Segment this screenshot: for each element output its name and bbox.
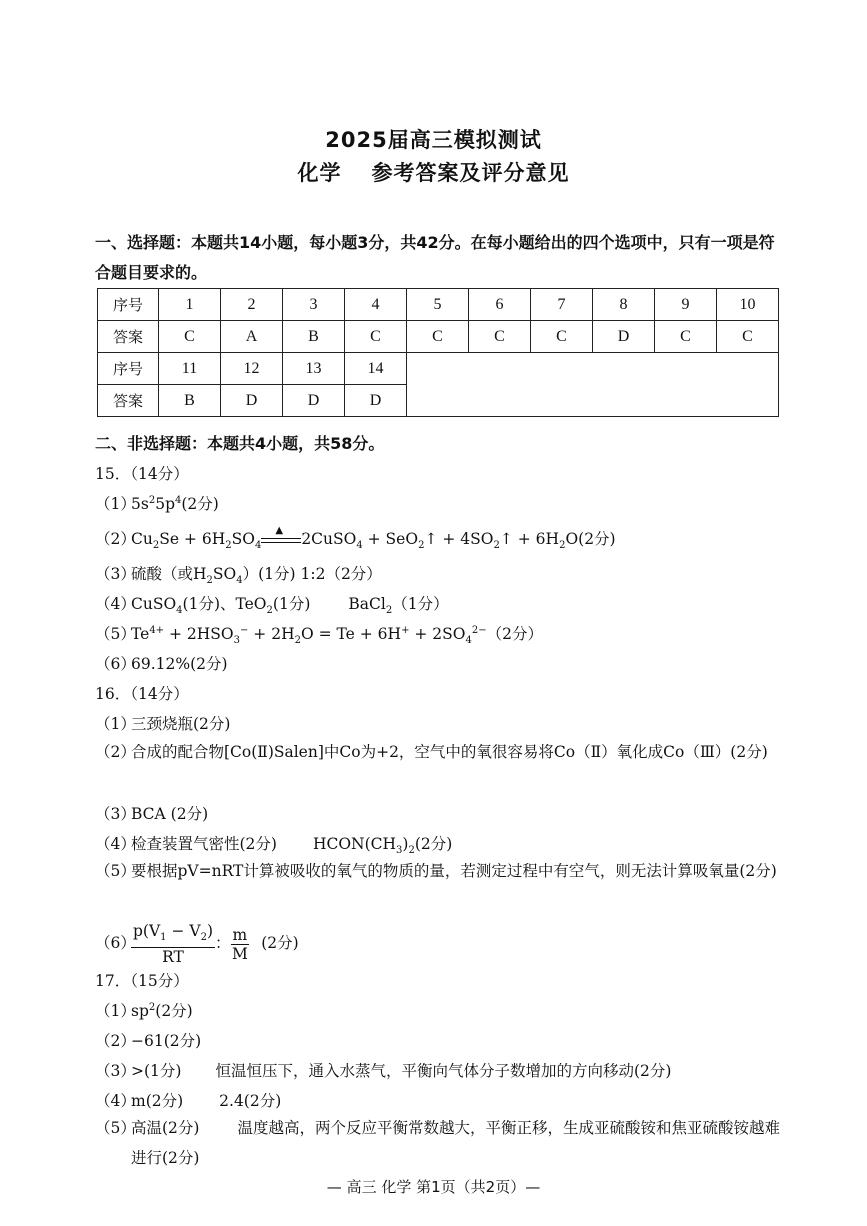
text-span: 5p [155,495,175,513]
text-span: SO [231,530,255,548]
subscript: 2 [152,540,160,552]
part-number: （3） [95,1062,136,1080]
table-cell: C [655,321,717,353]
text-span: 温度越高，两个反应平衡常数越大，平衡正移，生成亚硫酸铵和焦亚硫酸铵越难进行(2分) [131,1119,780,1167]
q16-part1 [95,712,230,734]
text-span: Se + 6H [159,530,226,548]
ratio-colon: ： [215,934,231,953]
superscript: 2− [471,624,487,636]
q17-part5 [95,1113,785,1173]
table-cell: C [531,321,593,353]
text-span: >(1分) [131,1062,182,1080]
text-span: 高温(2分) [131,1119,200,1137]
part-number: （4） [95,1092,136,1110]
text-span: 三颈烧瓶(2分) [131,715,231,733]
text-span: 硫酸（或H [131,565,207,583]
table-cell: A [221,321,283,353]
table-cell: B [283,321,345,353]
table-cell: 11 [159,353,221,385]
table-cell: 5 [407,289,469,321]
text-span: (1分)、TeO [182,595,267,613]
score-text: (1分) [272,595,311,613]
subscript: 4 [465,635,472,647]
part-number: （5） [95,1119,136,1137]
part-number: （2） [95,743,136,761]
text-span: sp [131,1002,149,1020]
text-span: BaCl [348,595,386,613]
table-header-cell: 序号 [98,353,159,385]
subscript: 4 [176,605,183,617]
q17-part4 [95,1089,281,1111]
part-number: （2） [95,530,136,548]
table-cell: 8 [593,289,655,321]
section2-heading: 二、非选择题：本题共4小题，共58分。 [95,434,385,453]
text-span: + 2H [248,625,295,643]
q16-part4 [95,832,452,856]
text-span: + 2HSO [164,625,234,643]
subscript: 4 [236,575,243,587]
part-number: （1） [95,495,136,513]
part-number: （1） [95,1002,136,1020]
text-span: SO [212,565,237,583]
table-cell: D [345,385,407,417]
q17-part3 [95,1059,671,1081]
denominator: RT [162,948,184,967]
superscript: 4 [175,494,182,506]
superscript: 4+ [149,624,165,636]
subscript: 2 [418,540,425,552]
superscript: + [401,624,410,636]
score-text: ）(1分) 1:2（2分） [242,565,382,583]
q15-part3 [95,562,382,586]
subject-label: 化学 [297,161,342,185]
subscript: 2 [266,605,273,617]
q17-part1 [95,999,193,1021]
text-span: HCON(CH [312,835,397,853]
table-cell: C [469,321,531,353]
superscript: − [239,624,249,636]
text-span: 2CuSO [301,530,357,548]
document-title: 2025届高三模拟测试 [325,128,542,152]
table-cell: 1 [159,289,221,321]
table-header-cell: 序号 [98,289,159,321]
subscript: 2 [385,605,393,617]
table-cell: C [345,321,407,353]
text-span: 恒温恒压下，通入水蒸气，平衡向气体分子数增加的方向移动(2分) [215,1062,672,1080]
part-number: （4） [95,835,136,853]
q15-part2 [95,527,616,551]
subscript: 1 [160,932,167,944]
score-text: （2分） [486,625,543,643]
table-cell: C [407,321,469,353]
score-text: (2分) [261,934,299,953]
table-cell: 9 [655,289,717,321]
table-cell: B [159,385,221,417]
subscript: 3 [233,635,240,647]
part-number: （6） [95,655,136,673]
heat-triangle-icon: ▲ [275,525,284,536]
part-number: （3） [95,565,136,583]
subscript: 3 [396,845,403,857]
table-row-index-2 [98,353,779,385]
part-number: （6） [95,934,136,953]
document-subtitle [0,157,867,187]
text-span: ) [402,835,409,853]
part-number: （2） [95,1032,136,1050]
table-cell: 10 [717,289,779,321]
fraction-pressure-volume [131,922,215,966]
text-span: + SeO [362,530,419,548]
text-span: 2.4(2分) [219,1092,282,1110]
table-cell: 7 [531,289,593,321]
table-row-index-1 [98,289,779,321]
fraction-mass-molar [231,926,250,963]
table-row-answer-1 [98,321,779,353]
answer-table [97,288,779,417]
text-span: + 2SO [409,625,466,643]
table-cell: D [283,385,345,417]
table-header-cell: 答案 [98,385,159,417]
q15-header: 15．（14分） [95,465,189,483]
heating-equals-sign-icon [261,525,301,547]
table-cell: D [593,321,655,353]
text-span: 69.12%(2分) [131,655,228,673]
table-cell: 6 [469,289,531,321]
table-cell: 13 [283,353,345,385]
q16-part3 [95,802,208,824]
score-text: （1分） [392,595,449,613]
q17-part2 [95,1029,201,1051]
text-span: Te [131,625,150,643]
q15-part5 [95,622,543,646]
text-span: CuSO [131,595,177,613]
text-span: BCA (2分) [131,805,209,823]
table-cell: C [717,321,779,353]
table-empty-cell [407,353,779,417]
part-number: （4） [95,595,136,613]
q15-part4 [95,592,449,616]
subscript: 4 [254,540,262,552]
q16-part2 [95,737,785,767]
text-span: − V [166,922,201,940]
text-span: ↑ + 6H [499,530,560,548]
superscript: 2 [148,494,156,506]
subtitle-label: 参考答案及评分意见 [371,161,570,185]
q17-header: 17．（15分） [95,972,189,990]
table-cell: 4 [345,289,407,321]
subscript: 2 [559,540,566,552]
table-header-cell: 答案 [98,321,159,353]
q15-part1 [95,492,219,514]
subscript: 2 [200,932,207,944]
score-text: (2分) [414,835,453,853]
q16-part6 [95,922,299,966]
subscript: 2 [294,635,301,647]
superscript: 2 [148,1001,156,1013]
table-cell: 14 [345,353,407,385]
table-cell: 3 [283,289,345,321]
score-text: (2分) [181,495,219,513]
text-span: ↑ + 4SO [424,530,494,548]
score-text: O(2分) [565,530,616,548]
part-number: （3） [95,805,136,823]
text-span: 检查装置气密性(2分) [131,835,277,853]
text-span: ) [206,922,214,940]
text-span: 合成的配合物[Co(Ⅱ)Salen]中Co为+2，空气中的氧很容易将Co（Ⅱ）氧化成Co（Ⅲ）(2分) [131,743,768,761]
text-span: p(V [133,922,161,940]
subscript: 2 [408,845,415,857]
score-text: (2分) [155,1002,193,1020]
subscript: 2 [225,540,232,552]
text-span: 5s [131,495,149,513]
table-cell: C [159,321,221,353]
subscript: 2 [206,575,213,587]
table-cell: 2 [221,289,283,321]
part-number: （1） [95,715,136,733]
section1-heading: 一、选择题：本题共14小题，每小题3分，共42分。在每小题给出的四个选项中，只有一项是符合题目要求的。 [95,233,775,282]
table-cell: 12 [221,353,283,385]
subscript: 2 [493,540,500,552]
table-cell: D [221,385,283,417]
text-span: 要根据pV=nRT计算被吸收的氧气的物质的量，若测定过程中有空气，则无法计算吸氧量(2分) [131,862,777,880]
text-span: Cu [131,530,153,548]
denominator: M [231,944,248,963]
q16-part5 [95,856,785,886]
part-number: （5） [95,862,136,880]
numerator: m [232,925,248,944]
q16-header: 16．（14分） [95,685,189,703]
text-span: −61(2分) [131,1032,202,1050]
page-footer: — 高三 化学 第1页（共2页）— [326,1178,541,1196]
q15-part6 [95,652,228,674]
text-span: m(2分) [131,1092,184,1110]
text-span: O = Te + 6H [300,625,402,643]
subscript: 4 [356,540,363,552]
part-number: （5） [95,625,136,643]
